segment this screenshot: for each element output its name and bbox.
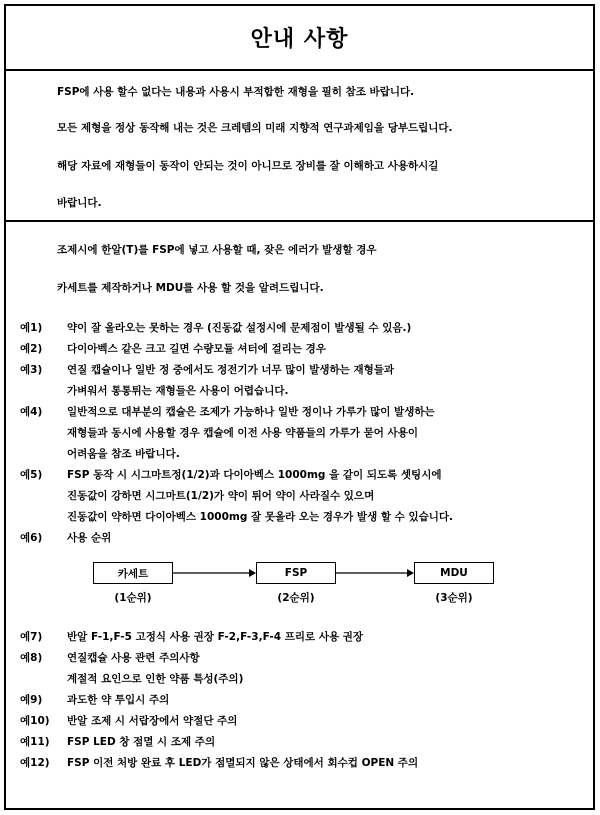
example-2-text: 다이아벡스 같은 크고 길면 수량모듈 셔터에 걸리는 경우 (67, 343, 326, 355)
example-6-label: 예6) (20, 532, 43, 544)
intro-line-1: FSP에 사용 할수 없다는 내용과 사용시 부적합한 재형을 필히 참조 바랍니다. (57, 86, 415, 98)
example-5-label: 예5) (20, 469, 43, 481)
flow-caption-3: (3순위) (435, 592, 473, 604)
example-4-text-2: 재형들과 동시에 사용할 경우 캡슐에 이전 사용 약품들의 가루가 묻어 사용이 (67, 427, 418, 439)
example-4-text-1: 일반적으로 대부분의 캡슐은 조제가 가능하나 일반 정이나 가루가 많이 발생하는 (67, 406, 435, 418)
example-11-text: FSP LED 창 점멸 시 조제 주의 (67, 736, 216, 748)
section2-line-2: 카세트를 제작하거나 MDU를 사용 할 것을 알려드립니다. (57, 282, 324, 294)
flow-arrow-2 (336, 567, 414, 579)
notice-frame (4, 4, 595, 810)
intro-line-3: 해당 자료에 재형들이 동작이 안되는 것이 아니므로 장비를 잘 이해하고 사용하시길 (57, 160, 439, 172)
example-8-label: 예8) (20, 652, 43, 664)
page-title: 안내 사항 (250, 27, 349, 52)
flow-caption-1: (1순위) (114, 592, 152, 604)
example-3-label: 예3) (20, 364, 43, 376)
example-6-text: 사용 순위 (67, 532, 112, 544)
example-12-label: 예12) (20, 757, 50, 769)
example-1-label: 예1) (20, 322, 43, 334)
example-11-label: 예11) (20, 736, 50, 748)
flow-arrow-1 (173, 567, 256, 579)
example-8-text-2: 계절적 요인으로 인한 약품 특성(주의) (67, 673, 244, 685)
flow-box-fsp: FSP (256, 562, 336, 584)
title-divider (6, 69, 593, 71)
example-9-label: 예9) (20, 694, 43, 706)
example-2-label: 예2) (20, 343, 43, 355)
section2-line-1: 조제시에 한알(T)를 FSP에 넣고 사용할 때, 잦은 에러가 발생할 경우 (57, 244, 377, 256)
example-10-text: 반알 조제 시 서랍장에서 약절단 주의 (67, 715, 238, 727)
flow-box-mdu: MDU (414, 562, 494, 584)
flow-caption-2: (2순위) (277, 592, 315, 604)
intro-line-2: 모든 제형을 정상 동작해 내는 것은 크레템의 미래 지향적 연구과제임을 당부드립니다. (57, 122, 453, 134)
section-divider (6, 220, 593, 222)
example-8-text-1: 연질캡슐 사용 관련 주의사항 (67, 652, 200, 664)
flow-box-cassette: 카세트 (93, 562, 173, 584)
example-5-text-1: FSP 동작 시 시그마트정(1/2)과 다이아벡스 1000mg 을 같이 되도록 셋팅시에 (67, 469, 442, 481)
example-5-text-3: 진동값이 약하면 다이아벡스 1000mg 잘 못올라 오는 경우가 발생 할 수 있습니다. (67, 511, 454, 523)
example-7-text: 반알 F-1,F-5 고정식 사용 권장 F-2,F-3,F-4 프리로 사용 권장 (67, 631, 364, 643)
example-3-text-2: 가벼워서 통통튀는 재형들은 사용이 어렵습니다. (67, 385, 289, 397)
example-9-text: 과도한 약 투입시 주의 (67, 694, 170, 706)
example-1-text: 약이 잘 올라오는 못하는 경우 (진동값 설정시에 문제점이 발생될 수 있음.) (67, 322, 412, 334)
example-5-text-2: 진동값이 강하면 시그마트(1/2)가 약이 튀어 약이 사라질수 있으며 (67, 490, 375, 502)
example-10-label: 예10) (20, 715, 50, 727)
intro-line-4: 바랍니다. (57, 197, 102, 209)
example-12-text: FSP 이전 처방 완료 후 LED가 점멸되지 않은 상태에서 회수컵 OPEN 주의 (67, 757, 419, 769)
example-7-label: 예7) (20, 631, 43, 643)
example-3-text-1: 연질 캡슐이나 일반 정 중에서도 정전기가 너무 많이 발생하는 재형들과 (67, 364, 395, 376)
example-4-label: 예4) (20, 406, 43, 418)
example-4-text-3: 어려움을 참조 바랍니다. (67, 448, 180, 460)
